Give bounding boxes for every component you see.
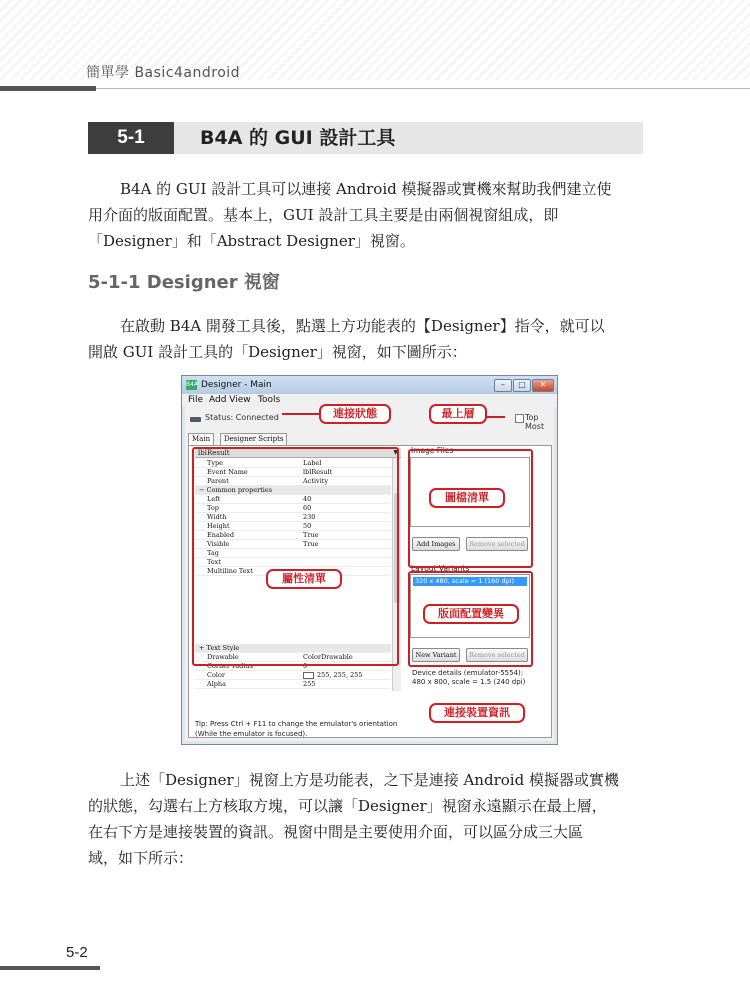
- subsection-title: 5-1-1 Designer 視窗: [88, 272, 280, 293]
- property-key: Multiline Text: [207, 567, 253, 575]
- status-text: Status: Connected: [205, 413, 279, 422]
- remove-image-button[interactable]: Remove selected: [466, 537, 528, 551]
- section-title: B4A 的 GUI 設計工具: [200, 127, 396, 149]
- para3-line: 的狀態，勾選右上方核取方塊，可以讓「Designer」視窗永遠顯示在最上層，: [88, 797, 607, 815]
- layout-variants-label: Layout Variants: [411, 564, 470, 573]
- property-value: lblResult: [303, 468, 333, 476]
- callout-connection-status: 連接狀態: [319, 404, 391, 424]
- grid-view-name: lblResult: [198, 449, 230, 457]
- close-icon[interactable]: ✕: [532, 379, 554, 392]
- paragraph-2: [88, 313, 648, 365]
- maximize-icon[interactable]: □: [513, 379, 531, 392]
- callout-connector: [282, 413, 319, 415]
- menu-file[interactable]: File: [188, 395, 204, 405]
- property-key: Text: [207, 558, 221, 566]
- minimize-icon[interactable]: –: [494, 379, 512, 392]
- connection-icon: [190, 417, 201, 422]
- property-key: Width: [207, 513, 227, 521]
- para3-line: 在右下方是連接裝置的資訊。視窗中間是主要使用介面，可以區分成三大區: [88, 823, 584, 841]
- property-value: True: [303, 531, 319, 539]
- app-icon: B4A: [186, 381, 199, 388]
- callout-image-list: 圖檔清單: [429, 488, 505, 508]
- layout-variant-item[interactable]: 320 x 480, scale = 1 (160 dpi): [413, 577, 527, 586]
- remove-variant-button[interactable]: Remove selected: [466, 648, 528, 662]
- tip-line: (While the emulator is focused).: [195, 730, 308, 738]
- intro-line: B4A 的 GUI 設計工具可以連接 Android 模擬器或實機來幫助我們建立使: [120, 180, 612, 198]
- color-swatch[interactable]: [303, 672, 314, 679]
- property-key: Color: [207, 671, 225, 679]
- image-list-highlight: [408, 449, 533, 568]
- callout-connector: [487, 416, 505, 418]
- property-value: 255, 255, 255: [303, 671, 362, 679]
- property-value: 40: [303, 495, 312, 503]
- property-row[interactable]: [195, 680, 391, 689]
- image-files-label: Image Files: [411, 446, 454, 455]
- property-value: Activity: [303, 477, 329, 485]
- top-most-label: Top Most: [525, 413, 545, 431]
- section-number: 5-1: [88, 122, 174, 154]
- callout-property-list: 屬性清單: [266, 569, 342, 589]
- property-value: 0: [303, 662, 308, 670]
- para3-line: 域，如下所示：: [88, 849, 194, 867]
- callout-device-info: 連接裝置資訊: [429, 703, 525, 723]
- footer-rule: [0, 966, 100, 970]
- header-rule: [0, 86, 96, 91]
- property-key: Type: [207, 459, 224, 467]
- callout-layout-variants: 版面配置變異: [423, 604, 519, 624]
- property-value: 255: [303, 680, 316, 688]
- property-value: True: [303, 540, 319, 548]
- property-key: Tag: [207, 549, 219, 557]
- property-key: Visible: [207, 540, 230, 548]
- tip-line: Tip: Press Ctrl + F11 to change the emulator's orientation: [195, 720, 398, 728]
- new-variant-button[interactable]: New Variant: [412, 648, 460, 662]
- para3-line: 上述「Designer」視窗上方是功能表，之下是連接 Android 模擬器或實機: [120, 771, 619, 789]
- para2-line: 開啟 GUI 設計工具的「Designer」視窗，如下圖所示：: [88, 343, 467, 361]
- tab-main[interactable]: Main: [188, 433, 214, 445]
- paragraph-3: [88, 767, 648, 871]
- property-key: Alpha: [207, 680, 226, 688]
- title-bar: [182, 376, 557, 394]
- property-category-label: − Common properties: [199, 486, 273, 494]
- property-key: Left: [207, 495, 221, 503]
- property-list-highlight: [192, 447, 399, 666]
- add-images-button[interactable]: Add Images: [412, 537, 460, 551]
- running-head: 簡單學 Basic4android: [86, 65, 241, 81]
- window-title: Designer - Main: [201, 380, 272, 390]
- property-value: Label: [303, 459, 322, 467]
- intro-line: 「Designer」和「Abstract Designer」視窗。: [88, 232, 415, 250]
- property-value: ColorDrawable: [303, 653, 353, 661]
- property-key: Corner radius: [207, 662, 253, 670]
- property-key: Enabled: [207, 531, 235, 539]
- designer-screenshot: [181, 375, 558, 745]
- property-key: Drawable: [207, 653, 239, 661]
- menu-tools[interactable]: Tools: [258, 395, 281, 405]
- property-row[interactable]: [195, 671, 391, 680]
- property-category-label: + Text Style: [199, 644, 240, 652]
- property-key: Height: [207, 522, 230, 530]
- device-spec: 480 x 800, scale = 1.5 (240 dpi): [412, 678, 526, 686]
- callout-top-most: 最上層: [429, 404, 487, 424]
- top-most-checkbox[interactable]: [515, 414, 524, 423]
- tip-text: [195, 719, 397, 739]
- property-key: Parent: [207, 477, 229, 485]
- property-key: Top: [207, 504, 219, 512]
- property-key: Event Name: [207, 468, 248, 476]
- device-details-label: Device details (emulator-5554):: [412, 669, 524, 677]
- header-rule-light: [96, 88, 750, 89]
- intro-line: 用介面的版面配置。基本上，GUI 設計工具主要是由兩個視窗組成，即: [88, 206, 559, 224]
- page-number: 5-2: [66, 944, 88, 961]
- property-value: 230: [303, 513, 316, 521]
- intro-paragraph: [88, 176, 648, 254]
- property-value: 50: [303, 522, 312, 530]
- chevron-down-icon: ▼: [393, 449, 398, 456]
- menu-add-view[interactable]: Add View: [209, 395, 251, 405]
- para2-line: 在啟動 B4A 開發工具後，點選上方功能表的【Designer】指令，就可以: [120, 317, 605, 335]
- tab-designer-scripts[interactable]: Designer Scripts: [220, 433, 287, 445]
- property-value: 60: [303, 504, 312, 512]
